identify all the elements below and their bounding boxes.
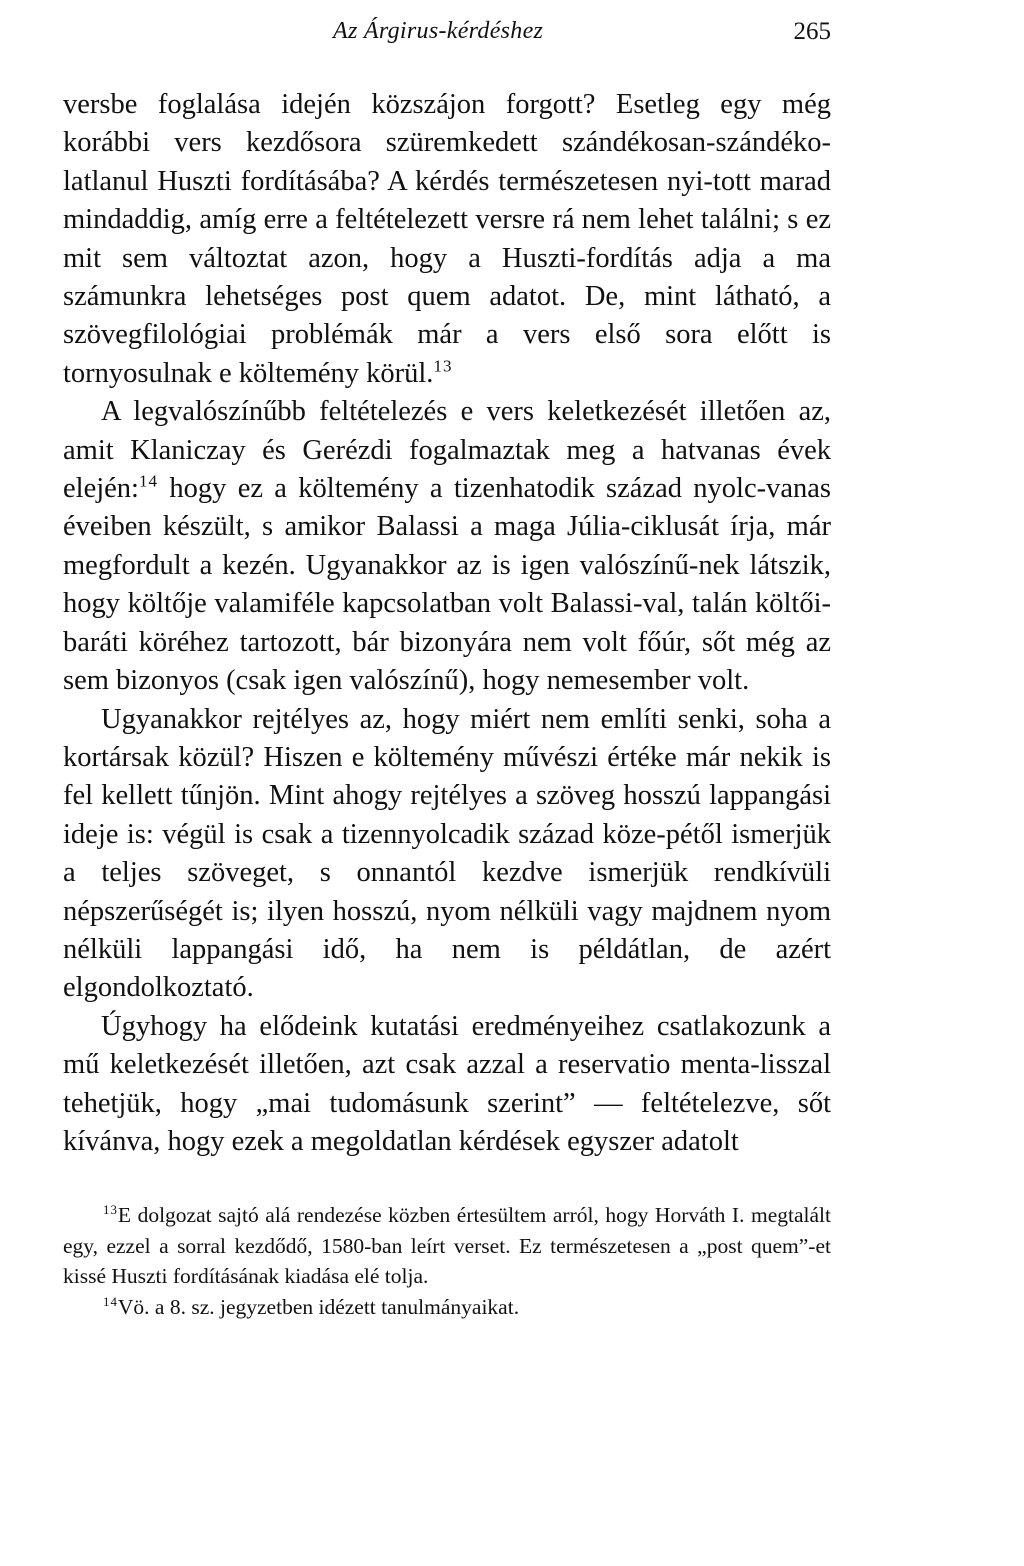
footnote-ref-13[interactable]: 13 [433,356,453,376]
footnote-marker-14: 14 [103,1294,118,1309]
paragraph-1 [63,86,831,393]
running-head [63,18,831,48]
footnote-14 [63,1292,831,1323]
paragraph-4: Úgyhogy ha elődeink kutatási eredményeihez csatlakozunk a mű keletkezését illetően, azt csak azzal a reservatio menta-lisszal tehetjük, hogy „mai tudomásunk szerint” — feltételezve, sőt kívánva, hogy ezek a megoldatlan kérdések egyszer adatolt [63,1010,831,1157]
footnote-marker-13: 13 [103,1202,118,1217]
footnotes [63,1200,831,1322]
paragraph-2 [63,393,831,700]
page-number: 265 [793,18,831,45]
paragraph-1-text: versbe foglalása idején közszájon forgott? Esetleg egy még korábbi vers kezdősora szüremkedett szándékosan-szándéko-latlanul Huszti fordításába? A kérdés természetesen nyi-tott marad mindaddig, amíg erre a feltételezett versre rá nem lehet találni; s ez mit sem változtat azon, hogy a Huszti-fordítás adja a ma számunkra lehetséges post quem adatot. De, mint látható, a szövegfilológiai problémák már a vers első sora előtt is tornyosulnak e költemény körül. [63,89,831,389]
paragraph-2-text-b: hogy ez a költemény a tizenhatodik század nyolc-vanas éveiben készült, s amikor Balassi a maga Júlia-ciklusát írja, már megfordult a kezén. Ugyanakkor az is igen valószínű-nek látszik, hogy költője valamiféle kapcsolatban volt Balassi-val, talán költői-baráti köréhez tartozott, bár bizonyára nem volt főúr, sőt még az sem bizonyos (csak igen valószínű), hogy nemesember volt. [63,473,831,697]
paragraph-2-text-a: A legvalószínűbb feltételezés e vers keletkezését illetően az, amit Klaniczay és Gerézdi fogalmaztak meg a hatvanas évek elején: [63,396,831,505]
running-title: Az Árgirus-kérdéshez [333,18,544,44]
footnote-14-text: Vö. a 8. sz. jegyzetben idézett tanulmányaikat. [117,1294,520,1319]
footnote-13-text: E dolgozat sajtó alá rendezése közben értesültem arról, hogy Horváth I. megtalált egy, ezzel a sorral kezdődő, 1580-ban leírt verset. Ez természetesen a „post quem”-et kissé Huszti fordításának kiadása elé tolja. [63,1203,831,1288]
body-text [63,86,831,1161]
paragraph-3: Ugyanakkor rejtélyes az, hogy miért nem említi senki, soha a kortársak közül? Hiszen e költemény művészi értéke már nekik is fel kellett tűnjön. Mint ahogy rejtélyes a szöveg hosszú lappangási ideje is: végül is csak a tizennyolcadik század köze-pétől ismerjük a teljes szöveget, s onnantól kezdve ismerjük rendkívüli népszerűségét is; ilyen hosszú, nyom nélküli vagy majdnem nyom nélküli lappangási idő, ha nem is példátlan, de azért elgondolkoztató. [63,703,831,1004]
footnote-13 [63,1200,831,1292]
footnote-ref-14[interactable]: 14 [138,471,159,491]
